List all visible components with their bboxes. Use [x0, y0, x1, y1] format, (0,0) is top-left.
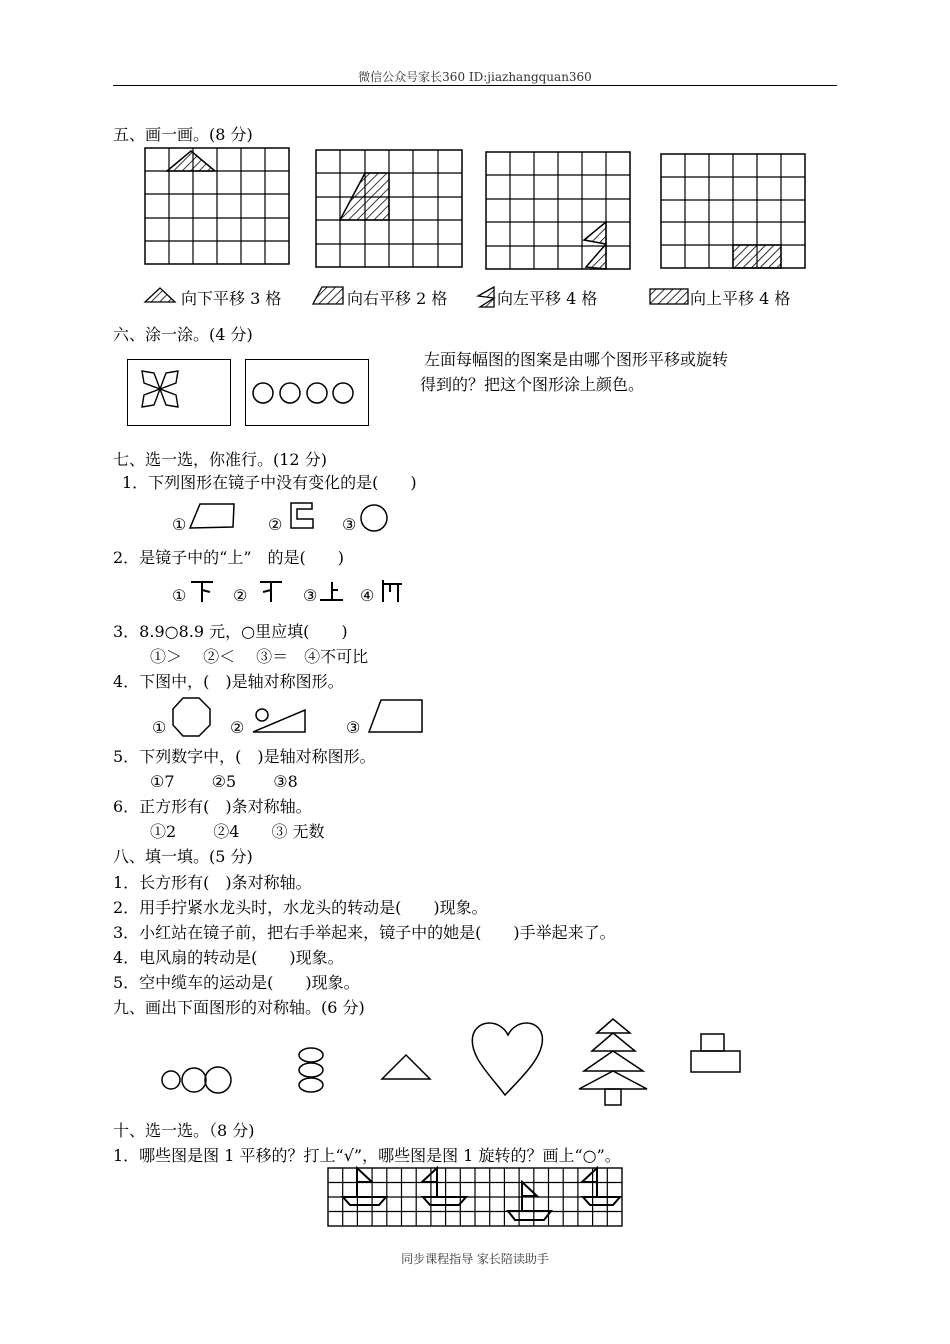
section-6-patterns	[0, 350, 400, 430]
circle-pattern-2	[280, 383, 300, 403]
section-8-title: 八、填一填。(5 分)	[113, 847, 253, 866]
ball-figure	[256, 709, 268, 721]
heart-figure	[472, 1023, 542, 1095]
grid-3	[486, 152, 630, 269]
question-7-4: 4．下图中，( )是轴对称图形。	[113, 672, 344, 691]
legend-rectangle-icon	[650, 289, 688, 304]
q7-1-option-1: ①	[172, 515, 187, 534]
mirror-shang-3	[320, 582, 343, 600]
circle-figure	[361, 505, 387, 531]
legend-label-3: 向左平移 4 格	[497, 289, 598, 308]
fill-item-4: 4．电风扇的转动是( )现象。	[113, 948, 344, 967]
page-footer: 同步课程指导 家长陪读助手	[401, 1252, 549, 1266]
q7-2-option-1: ①	[172, 586, 187, 605]
q7-2-figures	[0, 574, 950, 614]
q7-2-option-2: ②	[233, 586, 248, 605]
boat-figure-1	[343, 1168, 386, 1205]
q7-4-option-2: ②	[230, 718, 245, 737]
section-10-grid	[0, 1160, 950, 1230]
header-rule	[113, 85, 837, 86]
boat-figure-4	[582, 1168, 620, 1205]
stacked-ovals-figure	[299, 1048, 323, 1092]
q7-2-option-3: ③	[303, 586, 318, 605]
question-7-6: 6．正方形有( )条对称轴。	[113, 797, 312, 816]
legend-triangle-icon	[145, 288, 175, 302]
section-6-instruction-1: 左面每幅图的图案是由哪个图形平移或旋转	[424, 350, 729, 369]
fill-item-2: 2．用手拧紧水龙头时，水龙头的转动是( )现象。	[113, 898, 488, 917]
pinwheel-pattern	[142, 371, 178, 407]
parallelogram-figure	[190, 504, 234, 528]
q7-4-figures	[0, 695, 950, 745]
trapezoid-figure	[369, 700, 422, 732]
grid-1	[145, 148, 289, 264]
legend-arrow-icon	[478, 287, 494, 307]
octagon-figure	[173, 698, 210, 736]
mirror-shang-4	[383, 580, 402, 602]
grid-2	[316, 150, 462, 267]
three-circles-figure	[162, 1067, 231, 1093]
q7-4-option-1: ①	[152, 718, 167, 737]
question-7-1: 1．下列图形在镜子中没有变化的是( )	[122, 473, 417, 492]
tree-figure	[579, 1019, 647, 1105]
boat-figure-2	[422, 1168, 466, 1205]
q7-3-options: ①＞ ②＜ ③＝ ④不可比	[150, 647, 369, 666]
q7-5-options: ①7 ②5 ③8	[150, 772, 298, 791]
triangle-shape	[167, 151, 215, 171]
circle-pattern-1	[253, 383, 273, 403]
section-5-title: 五、画一画。(8 分)	[113, 125, 253, 144]
bracket-figure	[291, 503, 313, 528]
q7-2-option-4: ④	[360, 586, 375, 605]
section-9-title: 九、画出下面图形的对称轴。(6 分)	[113, 998, 365, 1017]
legend-trapezoid-icon	[313, 287, 343, 304]
mirror-shang-2	[260, 582, 282, 602]
legend-label-1: 向下平移 3 格	[181, 289, 282, 308]
rectangle-shape	[733, 245, 781, 268]
section-9-figures	[0, 1015, 950, 1125]
question-10-1: 1．哪些图是图 1 平移的？打上“√”，哪些图是图 1 旋转的？画上“○”。	[113, 1146, 621, 1165]
section-10-title: 十、选一选。（8 分)	[113, 1121, 255, 1140]
q7-4-option-3: ③	[346, 718, 361, 737]
page-header: 微信公众号家长360 ID:jiazhangquan360	[358, 70, 592, 84]
boat-figure-3	[508, 1182, 551, 1220]
legend-label-2: 向右平移 2 格	[347, 289, 448, 308]
blocks-figure	[691, 1034, 740, 1072]
triangle-figure	[382, 1055, 430, 1079]
question-7-2: 2．是镜子中的“上” 的是( )	[113, 548, 345, 567]
legend-label-4: 向上平移 4 格	[690, 289, 791, 308]
circle-pattern-3	[307, 383, 327, 403]
q7-1-option-2: ②	[268, 515, 283, 534]
question-7-3: 3．8.9○8.9 元，○里应填( )	[113, 622, 348, 641]
q7-1-figures	[0, 500, 950, 540]
fill-item-1: 1．长方形有( )条对称轴。	[113, 873, 312, 892]
mirror-shang-1	[191, 582, 213, 602]
section-6-title: 六、涂一涂。(4 分)	[113, 325, 253, 344]
grid-4	[661, 154, 805, 268]
q7-6-options: ①2 ②4 ③ 无数	[150, 822, 325, 841]
q7-1-option-3: ③	[342, 515, 357, 534]
fill-item-5: 5．空中缆车的运动是( )现象。	[113, 973, 360, 992]
circle-pattern-4	[333, 383, 353, 403]
fill-item-3: 3．小红站在镜子前，把右手举起来，镜子中的她是( )手举起来了。	[113, 923, 616, 942]
section-7-title: 七、选一选，你准行。(12 分)	[113, 450, 327, 469]
question-7-5: 5．下列数字中，( )是轴对称图形。	[113, 747, 376, 766]
section-6-instruction-2: 得到的？把这个图形涂上颜色。	[420, 375, 645, 394]
